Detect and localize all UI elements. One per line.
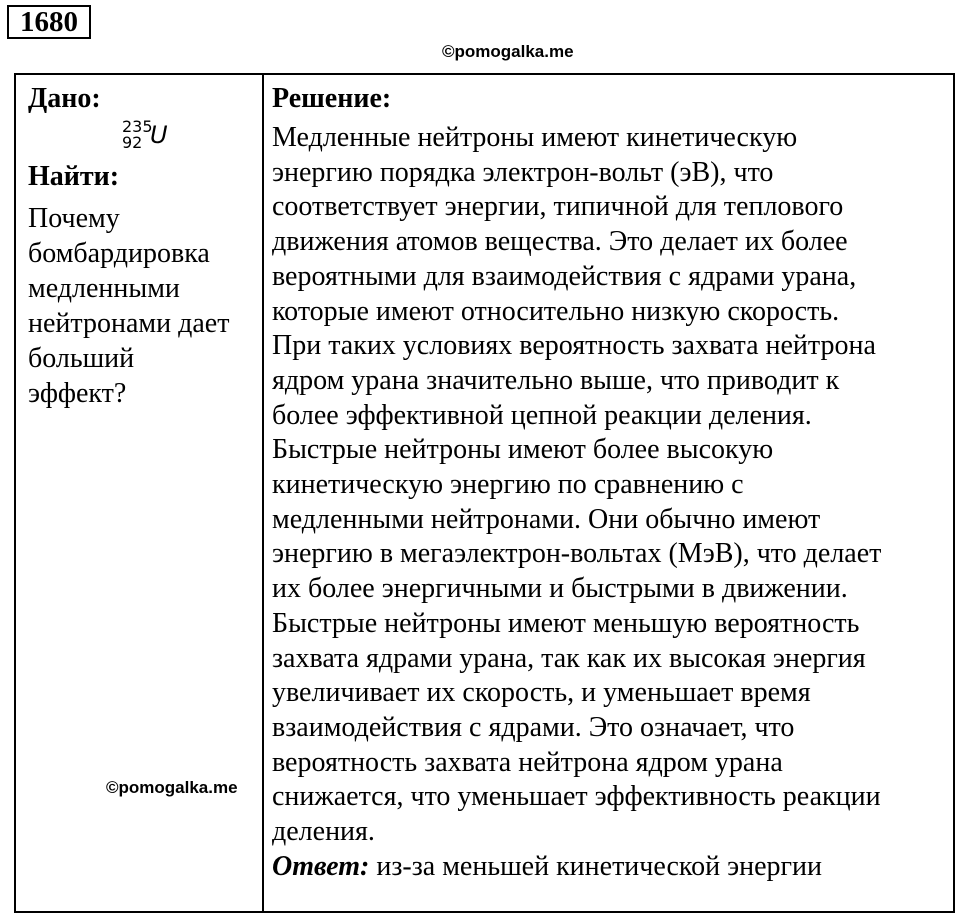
solution-line: деления. bbox=[272, 816, 375, 848]
watermark-bottom: ©pomogalka.me bbox=[106, 778, 238, 797]
solution-line: движения атомов вещества. Это делает их более bbox=[272, 226, 848, 258]
given-heading: Дано: bbox=[28, 83, 101, 114]
solution-line: более эффективной цепной реакции деления. bbox=[272, 399, 812, 431]
given-column bbox=[28, 79, 256, 411]
question-line: медленными bbox=[28, 273, 180, 304]
solution-line: их более энергичными и быстрыми в движении. bbox=[272, 573, 848, 605]
question-line: эффект? bbox=[28, 378, 127, 409]
solution-line: захвата ядрами урана, так как их высокая энергия bbox=[272, 642, 866, 674]
solution-line: снижается, что уменьшает эффективность реакции bbox=[272, 781, 881, 813]
solution-text bbox=[272, 121, 952, 884]
solution-line: увеличивает их скорость, и уменьшает время bbox=[272, 677, 811, 709]
solution-line: Быстрые нейтроны имеют более высокую bbox=[272, 434, 774, 466]
solution-line: энергию в мегаэлектрон-вольтах (МэВ), что делает bbox=[272, 538, 882, 570]
solution-line: соответствует энергии, типичной для теплового bbox=[272, 191, 844, 223]
column-divider bbox=[262, 75, 264, 911]
question-text bbox=[28, 201, 256, 411]
find-heading: Найти: bbox=[28, 161, 120, 192]
uranium-isotope bbox=[28, 119, 256, 157]
question-line: бомбардировка bbox=[28, 238, 210, 269]
watermark-top: ©pomogalka.me bbox=[442, 42, 574, 61]
solution-line: Быстрые нейтроны имеют меньшую вероятность bbox=[272, 607, 860, 639]
element-symbol: U bbox=[150, 121, 168, 149]
question-line: нейтронами дает bbox=[28, 308, 230, 339]
question-line: больший bbox=[28, 343, 135, 374]
problem-number: 1680 bbox=[7, 5, 91, 39]
mass-number: 235 bbox=[122, 117, 153, 136]
question-line: Почему bbox=[28, 203, 120, 234]
solution-line: вероятными для взаимодействия с ядрами урана, bbox=[272, 260, 857, 292]
solution-line: вероятность захвата нейтрона ядром урана bbox=[272, 746, 783, 778]
answer-label: Ответ: bbox=[272, 850, 370, 882]
solution-line: При таких условиях вероятность захвата нейтрона bbox=[272, 330, 876, 362]
answer-line bbox=[272, 850, 952, 885]
solution-line: Медленные нейтроны имеют кинетическую bbox=[272, 122, 798, 153]
solution-heading: Решение: bbox=[272, 83, 392, 114]
solution-line: взаимодействия с ядрами. Это означает, что bbox=[272, 711, 795, 743]
solution-line: которые имеют относительно низкую скорость. bbox=[272, 295, 840, 327]
solution-line: ядром урана значительно выше, что приводит к bbox=[272, 364, 840, 396]
solution-line: энергию порядка электрон-вольт (эВ), что bbox=[272, 156, 774, 188]
atomic-number: 92 bbox=[122, 133, 143, 152]
solution-line: кинетическую энергию по сравнению с bbox=[272, 469, 744, 501]
solution-line: медленными нейтронами. Они обычно имеют bbox=[272, 503, 821, 535]
answer-text: из-за меньшей кинетической энергии bbox=[369, 850, 822, 882]
solution-column bbox=[272, 79, 952, 884]
